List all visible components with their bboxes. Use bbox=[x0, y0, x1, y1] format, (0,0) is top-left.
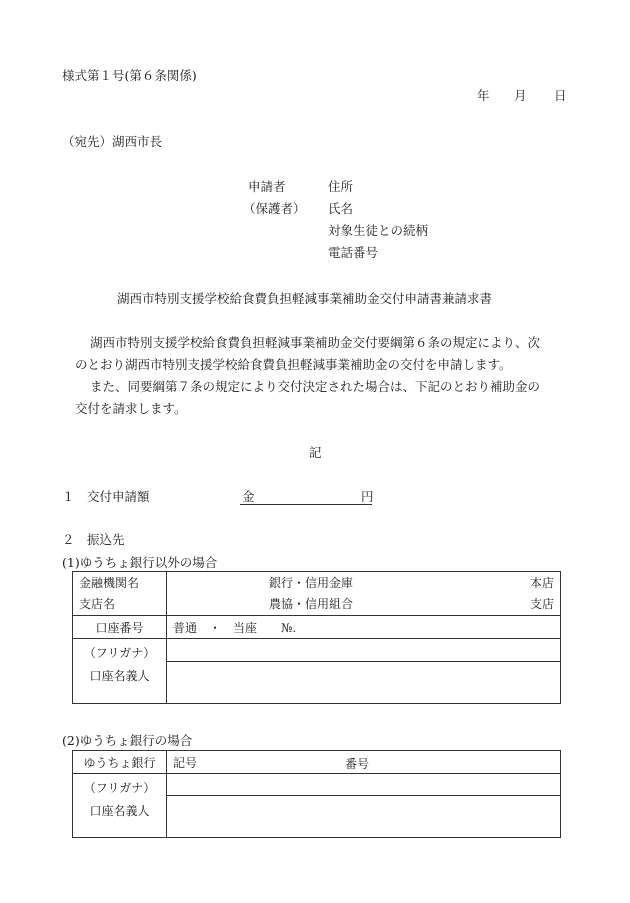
field-phone: 電話番号 bbox=[328, 245, 379, 260]
holder-label: 口座名義人 bbox=[89, 804, 150, 818]
field-address: 住所 bbox=[328, 179, 354, 194]
paragraph-2-line-1: また、同要綱第７条の規定により交付決定された場合は、下記のとおり補助金の bbox=[90, 379, 541, 394]
amount-prefix: 金 bbox=[242, 489, 255, 504]
paragraph-1-line-1: 湖西市特別支援学校給食費負担軽減事業補助金交付要綱第６条の規定により、次 bbox=[90, 335, 541, 350]
yucho-table bbox=[72, 750, 561, 838]
addressee: （宛先）湖西市長 bbox=[62, 134, 163, 149]
branch-label: 支店名 bbox=[79, 596, 116, 611]
paragraph-2-line-2: 交付を請求します。 bbox=[75, 401, 187, 416]
ki-heading: 記 bbox=[309, 445, 322, 460]
furigana-label: （フリガナ） bbox=[83, 781, 156, 795]
head-office: 本店 bbox=[529, 575, 554, 590]
furigana-input[interactable] bbox=[167, 639, 561, 662]
section1-title: (1)ゆうちょ銀行以外の場合 bbox=[62, 555, 218, 570]
coop-types: 農協・信用組合 bbox=[269, 596, 354, 611]
amount-field[interactable] bbox=[240, 487, 372, 505]
date-month-label: 月 bbox=[514, 88, 527, 103]
holder-label: 口座名義人 bbox=[89, 669, 150, 683]
symbol-label: 記号 bbox=[173, 755, 198, 770]
bank-table bbox=[72, 571, 561, 704]
branch-office: 支店 bbox=[529, 596, 554, 611]
table-row bbox=[73, 639, 561, 662]
yucho-bank-label: ゆうちょ銀行 bbox=[73, 751, 167, 774]
applicant-label: 申請者 bbox=[248, 179, 286, 194]
date-year-label: 年 bbox=[477, 88, 490, 103]
guardian-label: （保護者） bbox=[243, 201, 306, 216]
form-number: 様式第１号(第６条関係) bbox=[62, 68, 197, 83]
table-row bbox=[73, 616, 561, 639]
table-row bbox=[73, 774, 561, 796]
field-relationship: 対象生徒との続柄 bbox=[328, 223, 429, 238]
document-title: 湖西市特別支援学校給食費負担軽減事業補助金交付申請書兼請求書 bbox=[117, 291, 493, 306]
furigana-label: （フリガナ） bbox=[83, 646, 156, 660]
amount-suffix: 円 bbox=[361, 489, 374, 504]
bank-branch-cell[interactable] bbox=[167, 572, 561, 616]
bank-name-label: 金融機関名 bbox=[79, 575, 140, 590]
field-name: 氏名 bbox=[328, 201, 354, 216]
table-row bbox=[73, 572, 561, 616]
bank-types: 銀行・信用金庫 bbox=[269, 575, 354, 590]
paragraph-1-line-2: のとおり湖西市特別支援学校給食費負担軽減事業補助金の交付を申請します。 bbox=[75, 357, 512, 372]
section2-title: (2)ゆうちょ銀行の場合 bbox=[62, 733, 193, 748]
symbol-number-cell[interactable] bbox=[167, 751, 561, 774]
item1-label: １ 交付申請額 bbox=[62, 489, 150, 504]
number-label: 番号 bbox=[345, 757, 370, 771]
account-types[interactable]: 普通 ・ 当座 №. bbox=[167, 616, 561, 639]
furigana-input[interactable] bbox=[167, 774, 561, 796]
holder-input[interactable] bbox=[167, 796, 561, 838]
table-row bbox=[73, 751, 561, 774]
account-no-label: 口座番号 bbox=[73, 616, 167, 639]
date-day-label: 日 bbox=[554, 88, 567, 103]
holder-input[interactable] bbox=[167, 662, 561, 704]
item2-label: ２ 振込先 bbox=[62, 532, 125, 547]
